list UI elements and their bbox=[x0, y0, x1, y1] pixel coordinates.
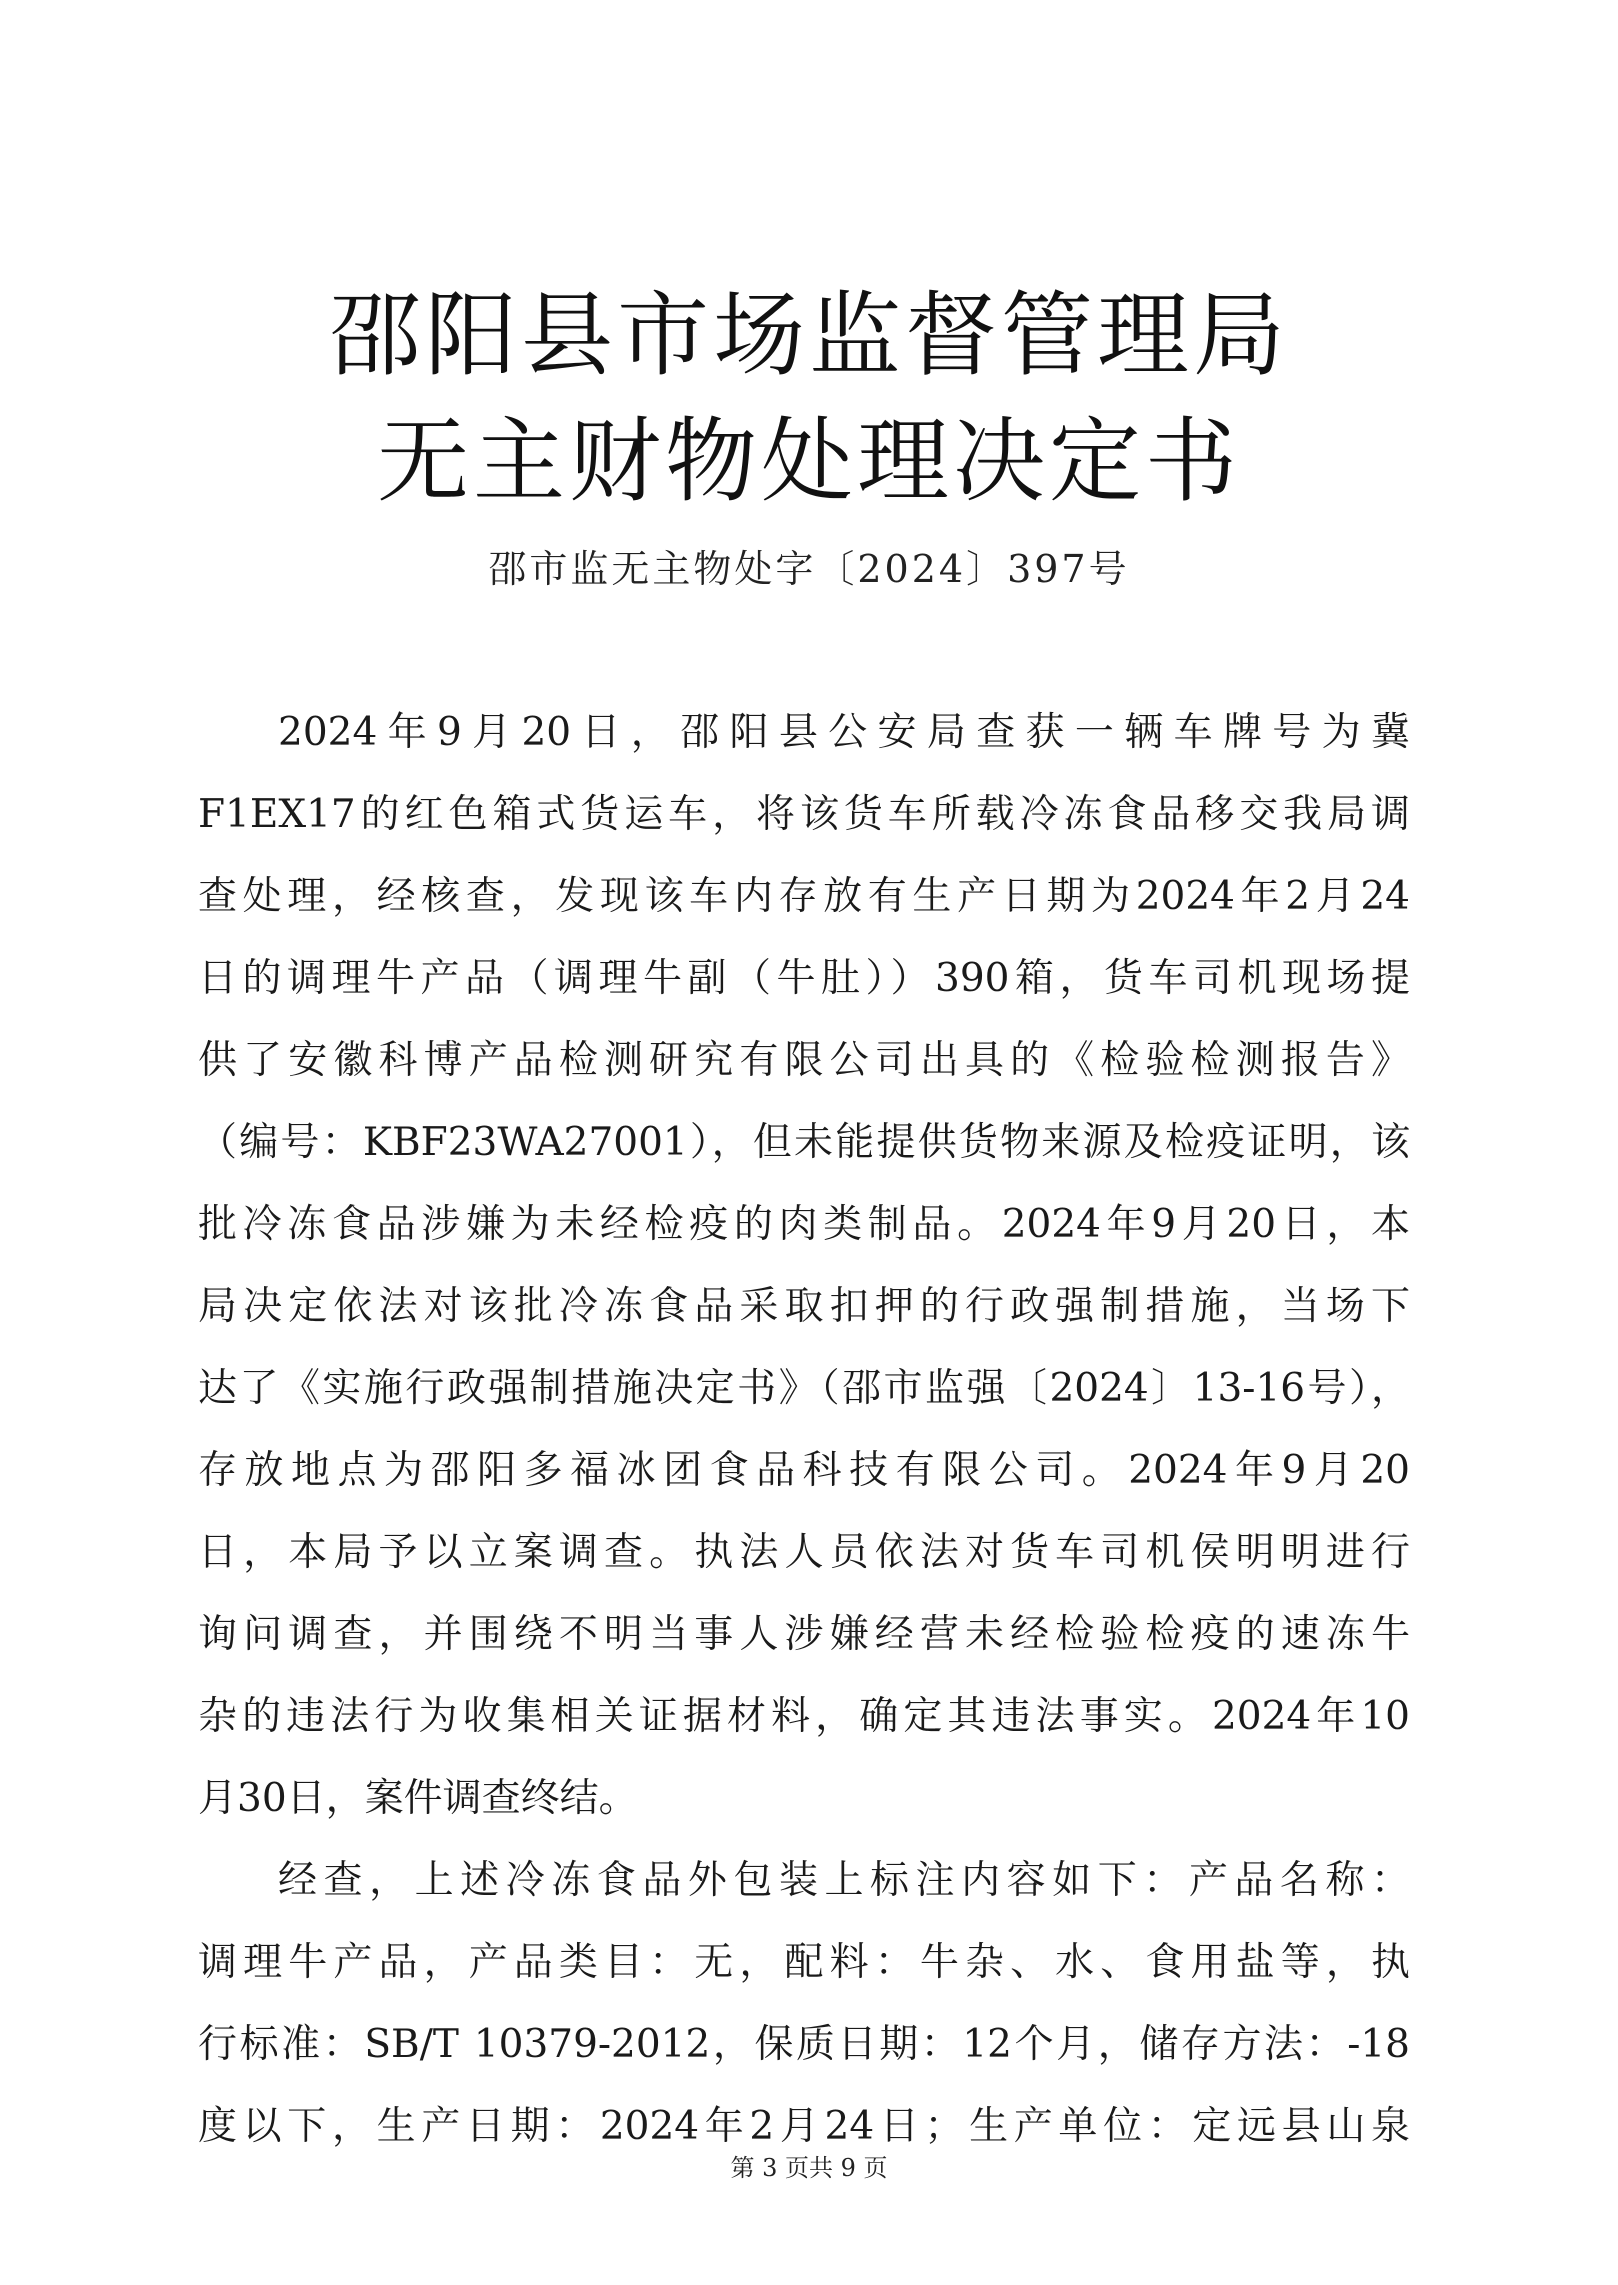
paragraph1-line: 日的调理牛产品（调理牛副（牛肚））390箱，货车司机现场提 bbox=[198, 956, 1410, 1001]
paragraph1-line: 达了《实施行政强制措施决定书》（邵市监强〔2024〕13-16号）， bbox=[198, 1366, 1410, 1411]
paragraph1-line: 日，本局予以立案调查。执法人员依法对货车司机侯明明进行 bbox=[198, 1530, 1410, 1575]
paragraph1-line: 局决定依法对该批冷冻食品采取扣押的行政强制措施，当场下 bbox=[198, 1284, 1410, 1329]
paragraph1-line: （编号：KBF23WA27001），但未能提供货物来源及检疫证明，该 bbox=[198, 1120, 1410, 1165]
paragraph2-line: 度以下，生产日期：2024年2月24日；生产单位：定远县山泉 bbox=[198, 2104, 1410, 2149]
document-number: 邵市监无主物处字〔2024〕397号 bbox=[488, 547, 1130, 591]
paragraph1-line: F1EX17的红色箱式货运车，将该货车所载冷冻食品移交我局调 bbox=[198, 792, 1410, 837]
document-title-line1: 邵阳县市场监督管理局 bbox=[328, 282, 1289, 389]
page-footer: 第 3 页共 9 页 bbox=[730, 2154, 888, 2182]
paragraph1-line: 批冷冻食品涉嫌为未经检疫的肉类制品。2024年9月20日，本 bbox=[198, 1202, 1410, 1247]
paragraph2-line: 行标准：SB/T 10379-2012，保质日期：12个月，储存方法：-18 bbox=[198, 2022, 1410, 2067]
paragraph2-line: 经查，上述冷冻食品外包装上标注内容如下：产品名称： bbox=[278, 1858, 1410, 1903]
paragraph1-line: 询问调查，并围绕不明当事人涉嫌经营未经检验检疫的速冻牛 bbox=[198, 1612, 1410, 1657]
paragraph1-line: 月30日，案件调查终结。 bbox=[198, 1776, 638, 1821]
paragraph1-line: 查处理，经核查，发现该车内存放有生产日期为2024年2月24 bbox=[198, 874, 1410, 919]
paragraph1-line: 供了安徽科博产品检测研究有限公司出具的《检验检测报告》 bbox=[198, 1038, 1410, 1083]
document-title-line2: 无主财物处理决定书 bbox=[376, 408, 1241, 515]
paragraph2-line: 调理牛产品，产品类目：无，配料：牛杂、水、食用盐等，执 bbox=[198, 1940, 1410, 1985]
document-body bbox=[198, 692, 1410, 2168]
paragraph1-line: 存放地点为邵阳多福冰团食品科技有限公司。2024年9月20 bbox=[198, 1448, 1410, 1493]
paragraph1-line: 2024年9月20日，邵阳县公安局查获一辆车牌号为冀 bbox=[278, 710, 1410, 755]
paragraph1-line: 杂的违法行为收集相关证据材料，确定其违法事实。2024年10 bbox=[198, 1694, 1410, 1739]
